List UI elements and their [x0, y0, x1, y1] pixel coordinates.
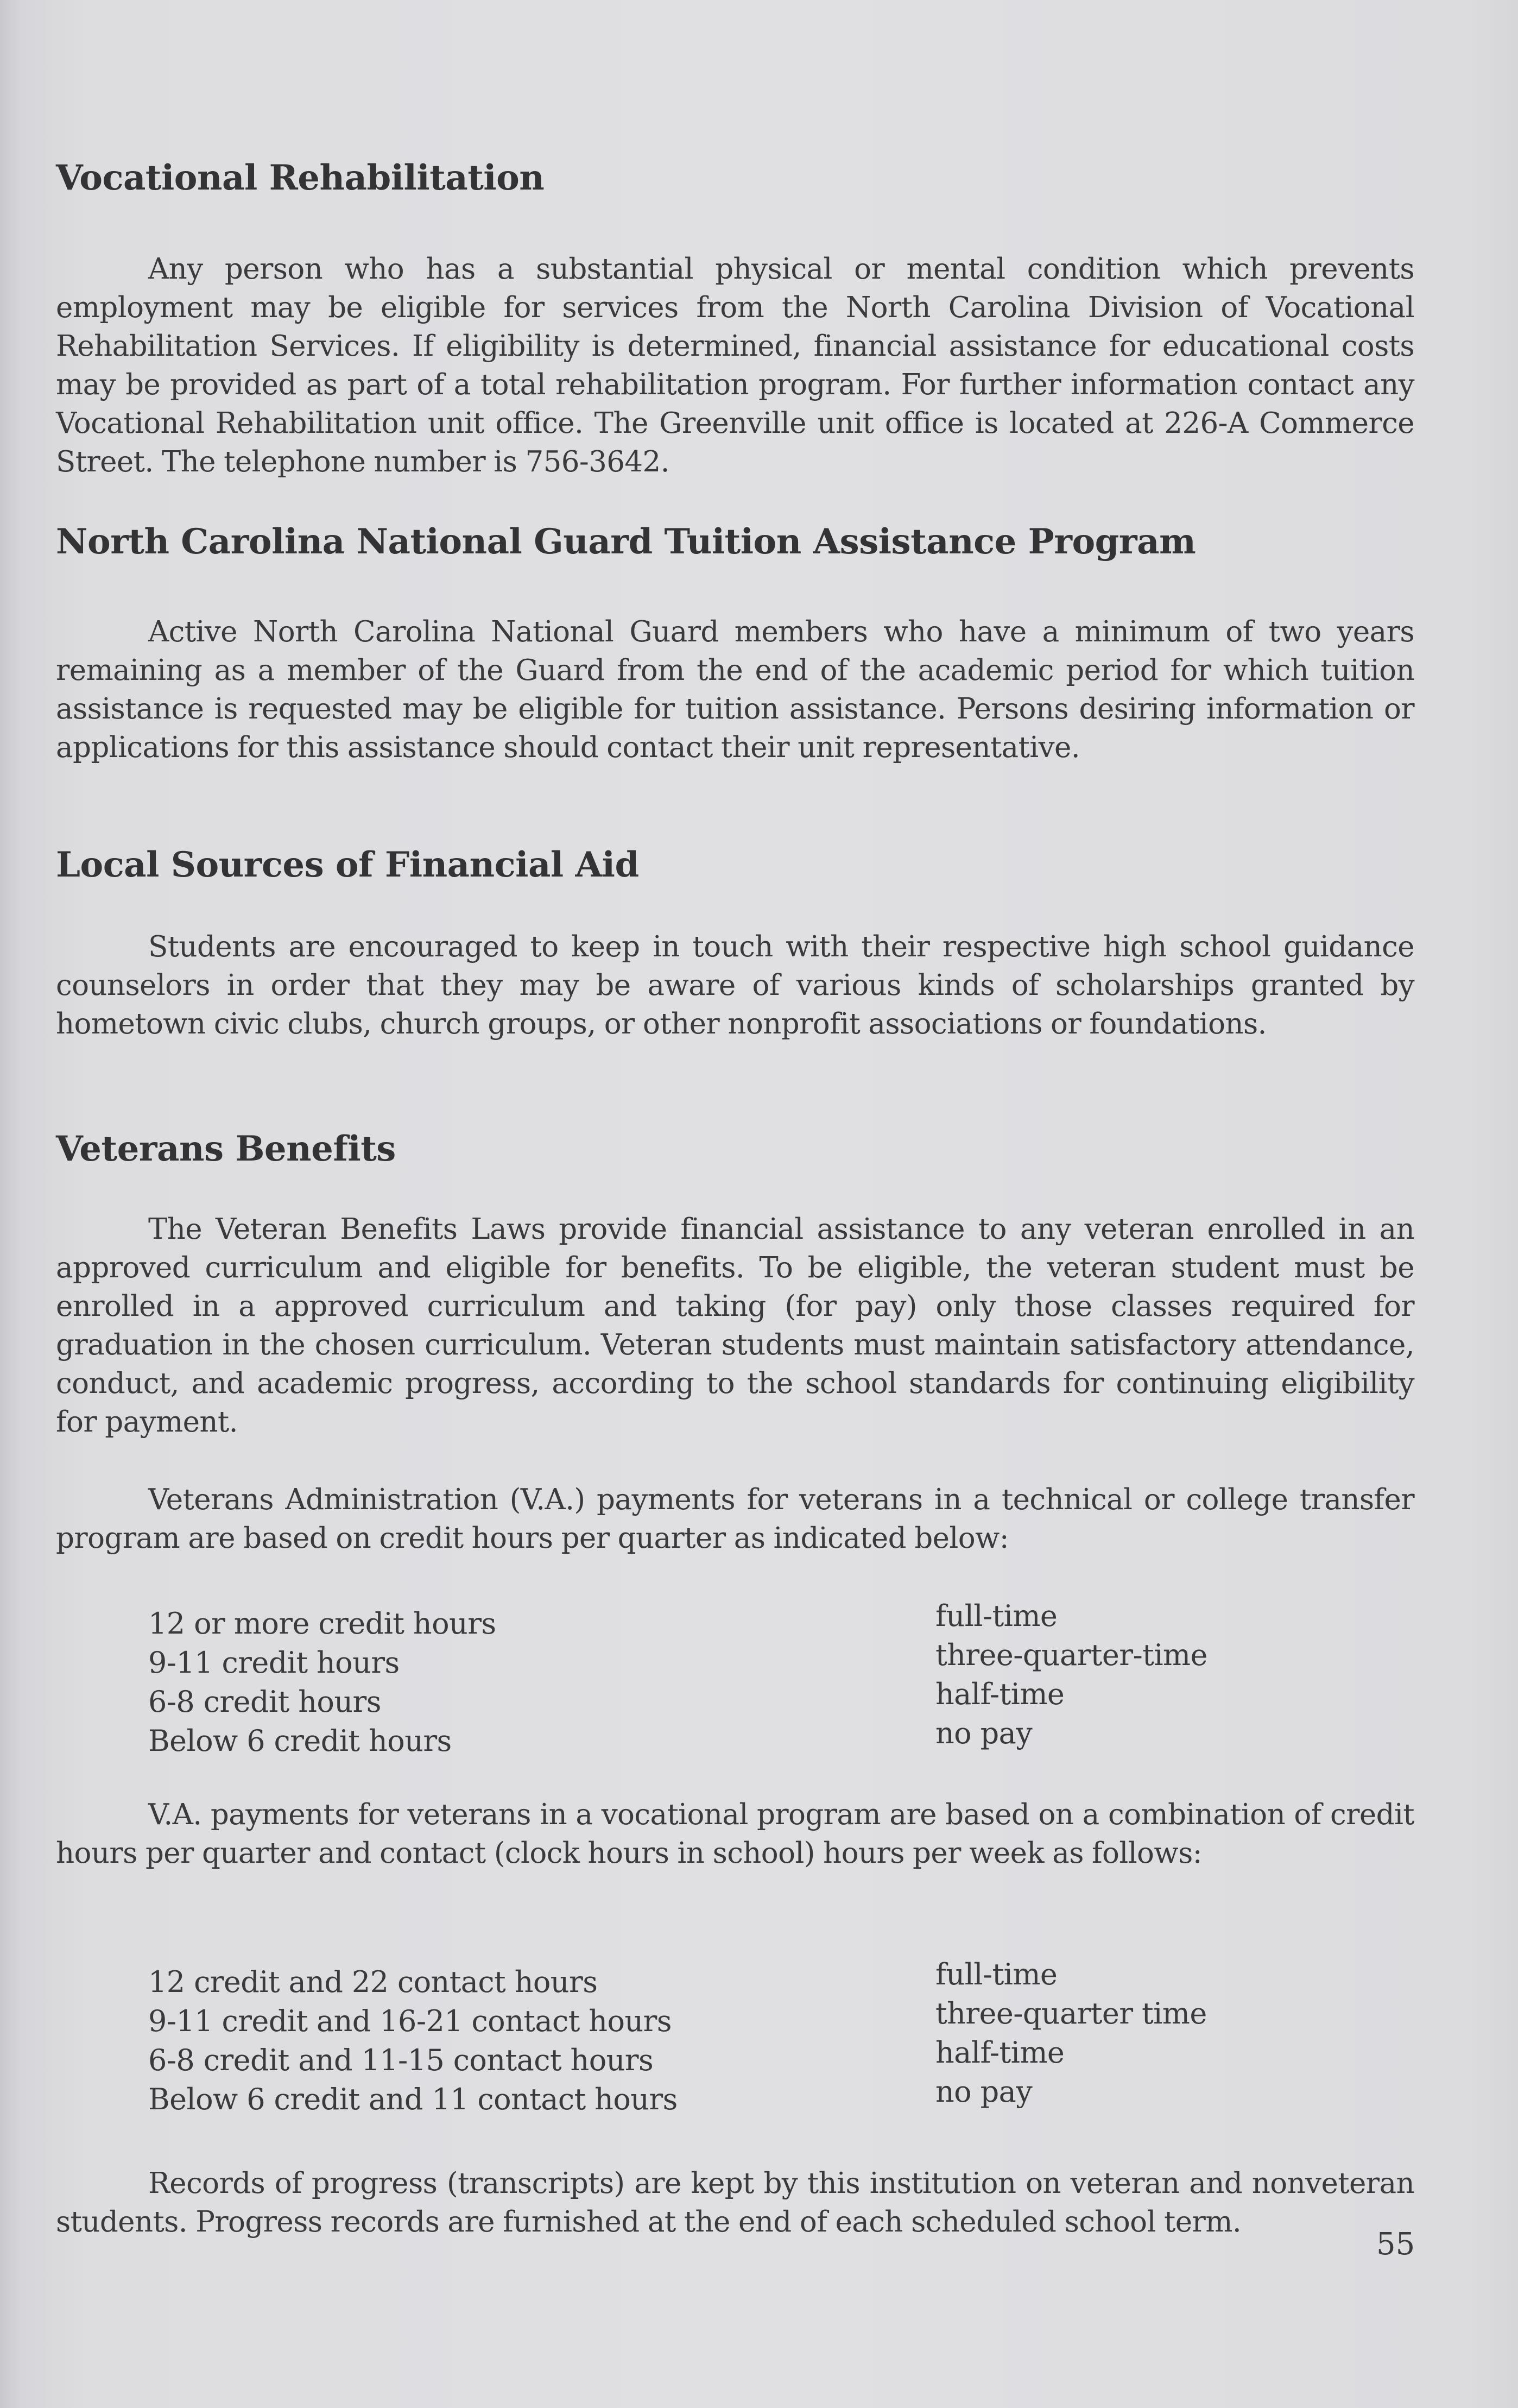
credit-hours: 6-8 credit hours — [148, 1685, 381, 1719]
technical-hours-table — [148, 1599, 1343, 1763]
credit-contact-hours: 6-8 credit and 11-15 contact hours — [148, 2043, 654, 2077]
heading-local-sources: Local Sources of Financial Aid — [56, 844, 639, 885]
credit-hours: 12 or more credit hours — [148, 1606, 496, 1641]
paragraph-national-guard: Active North Carolina National Guard members who have a minimum of two years remaining as a member of the Guard from the end of the academic period for which tuition assistance is requested may be eligible for tuition assistance. Persons desiring information or applications for this assistance should contact their unit representative. — [56, 615, 1414, 764]
table-row — [148, 1638, 1343, 1685]
paragraph-veterans-benefits: The Veteran Benefits Laws provide financial assistance to any veteran enrolled in an approved curriculum and eligible for benefits. To be eligible, the veteran student must be enrolled in a approved curriculum and taking (for pay) only those classes required for graduation in the chosen curriculum. Veteran students must maintain satisfactory attendance, conduct, and academic progress, according to the school standards for continuing eligibility for payment. — [56, 1213, 1414, 1439]
table-row — [148, 2075, 1343, 2121]
credit-hours: Below 6 credit hours — [148, 1724, 452, 1758]
paragraph-vocational-payments: V.A. payments for veterans in a vocational program are based on a combination of credit hours per quarter and contact (clock hours in school) hours per week as follows: — [56, 1798, 1414, 1870]
table-row — [148, 1716, 1343, 1763]
heading-vocational-rehabilitation: Vocational Rehabilitation — [56, 157, 545, 198]
credit-contact-hours: Below 6 credit and 11 contact hours — [148, 2082, 678, 2116]
credit-contact-hours: 9-11 credit and 16-21 contact hours — [148, 2004, 672, 2038]
enrollment-status: three-quarter-time — [935, 1638, 1207, 1672]
table-row — [148, 1677, 1343, 1724]
enrollment-status: no pay — [935, 2075, 1033, 2109]
page-number: 55 — [1376, 2227, 1415, 2262]
table-row — [148, 1996, 1343, 2043]
heading-national-guard: North Carolina National Guard Tuition Assistance Program — [56, 521, 1196, 562]
enrollment-status: half-time — [935, 1677, 1065, 1711]
enrollment-status: half-time — [935, 2035, 1065, 2070]
credit-hours: 9-11 credit hours — [148, 1646, 400, 1680]
paragraph-vocational-rehabilitation: Any person who has a substantial physical or mental condition which prevents employment may be eligible for services from the North Carolina Division of Vocational Rehabilitation Services. If eligibility is determined, financial assistance for educational costs may be provided as part of a total rehabilitation program. For further information contact any Vocational Rehabilitation unit office. The Greenville unit office is located at 226-A Commerce Street. The telephone number is 756-3642. — [56, 253, 1414, 478]
paragraph-technical-payments: Veterans Administration (V.A.) payments for veterans in a technical or college transfer program are based on credit hours per quarter as indicated below: — [56, 1483, 1414, 1555]
enrollment-status: full-time — [935, 1957, 1058, 1991]
enrollment-status: no pay — [935, 1716, 1033, 1750]
enrollment-status: full-time — [935, 1599, 1058, 1633]
enrollment-status: three-quarter time — [935, 1996, 1207, 2031]
paragraph-records-of-progress: Records of progress (transcripts) are kept by this institution on veteran and nonveteran students. Progress records are furnished at the end of each scheduled school term. — [56, 2167, 1414, 2239]
heading-veterans-benefits: Veterans Benefits — [56, 1129, 396, 1169]
credit-contact-hours: 12 credit and 22 contact hours — [148, 1965, 598, 1999]
paragraph-local-sources: Students are encouraged to keep in touch with their respective high school guidance counselors in order that they may be aware of various kinds of scholarships granted by hometown civic clubs, church groups, or other nonprofit associations or foundations. — [56, 930, 1414, 1041]
vocational-hours-table — [148, 1957, 1343, 2121]
table-row — [148, 2035, 1343, 2082]
